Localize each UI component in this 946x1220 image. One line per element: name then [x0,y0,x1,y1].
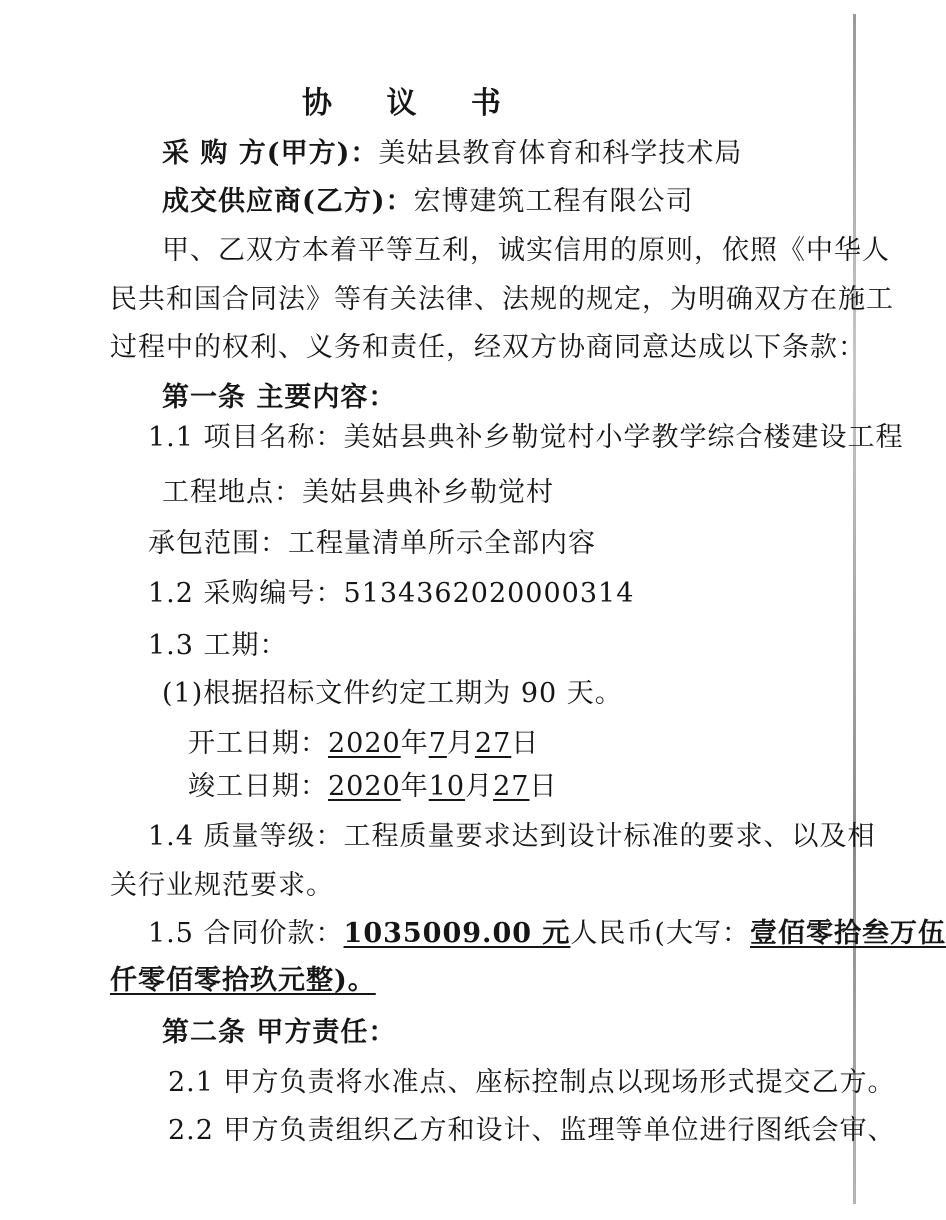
intro-line-1: 甲、乙双方本着平等互利，诚实信用的原则，依照《中华人 [162,235,890,266]
year-unit: 年 [400,728,429,759]
price-words-part2: 仟零佰零拾玖元整 [110,965,334,996]
article1-heading: 第一条 主要内容： [162,382,397,413]
end-date [188,770,557,804]
intro-line-3: 过程中的权利、义务和责任，经双方协商同意达成以下条款： [110,332,866,363]
year-unit: 年 [400,771,429,802]
project-name: 1.1 项目名称：美姑县典补乡勒觉村小学教学综合楼建设工程 [148,422,904,453]
end-month: 10 [428,771,466,802]
start-month: 7 [428,728,447,759]
quality-line-1: 1.4 质量等级：工程质量要求达到设计标准的要求、以及相 [148,821,876,852]
document-title: 协 议 书 [302,86,523,121]
period-text: (1)根据招标文件约定工期为 90 天。 [162,678,623,709]
start-date-label: 开工日期： [188,728,328,759]
supplier-name: 宏博建筑工程有限公司 [413,186,694,217]
article2-item-1: 2.1 甲方负责将水准点、座标控制点以现场形式提交乙方。 [168,1067,896,1098]
start-date [188,727,539,761]
end-date-label: 竣工日期： [188,771,328,802]
purchase-number: 1.2 采购编号：5134362020000314 [148,578,635,609]
article2-heading: 第二条 甲方责任： [162,1017,397,1048]
intro-line-2: 民共和国合同法》等有关法律、法规的规定，为明确双方在施工 [110,284,894,315]
period-heading: 1.3 工期： [148,630,288,661]
price-line-1 [148,917,946,951]
day-unit: 日 [511,728,540,759]
end-day: 27 [493,771,530,802]
supplier-label: 成交供应商(乙方)： [162,186,414,217]
buyer-label: 采 购 方(甲方)： [162,138,379,169]
month-unit: 月 [465,771,494,802]
buyer-name: 美姑县教育体育和科学技术局 [378,138,743,169]
quality-line-2: 关行业规范要求。 [110,870,334,901]
price-words-part1: 壹佰零拾叁万伍 [749,918,946,949]
article2-item-2: 2.2 甲方负责组织乙方和设计、监理等单位进行图纸会审、 [168,1115,896,1146]
end-year: 2020 [328,771,401,802]
price-close: )。 [334,965,376,996]
start-day: 27 [474,728,512,759]
project-location: 工程地点：美姑县典补乡勒觉村 [162,477,554,508]
price-label: 1.5 合同价款： [148,918,344,949]
scan-edge [853,14,856,1204]
day-unit: 日 [529,771,558,802]
contract-scope: 承包范围：工程量清单所示全部内容 [148,528,596,559]
month-unit: 月 [446,728,475,759]
buyer-line [162,137,742,171]
price-amount: 1035009.00 元 [343,918,571,949]
supplier-line [162,185,694,219]
start-year: 2020 [328,728,401,759]
price-line-2 [110,964,376,998]
price-currency: 人民币(大写： [570,918,750,949]
